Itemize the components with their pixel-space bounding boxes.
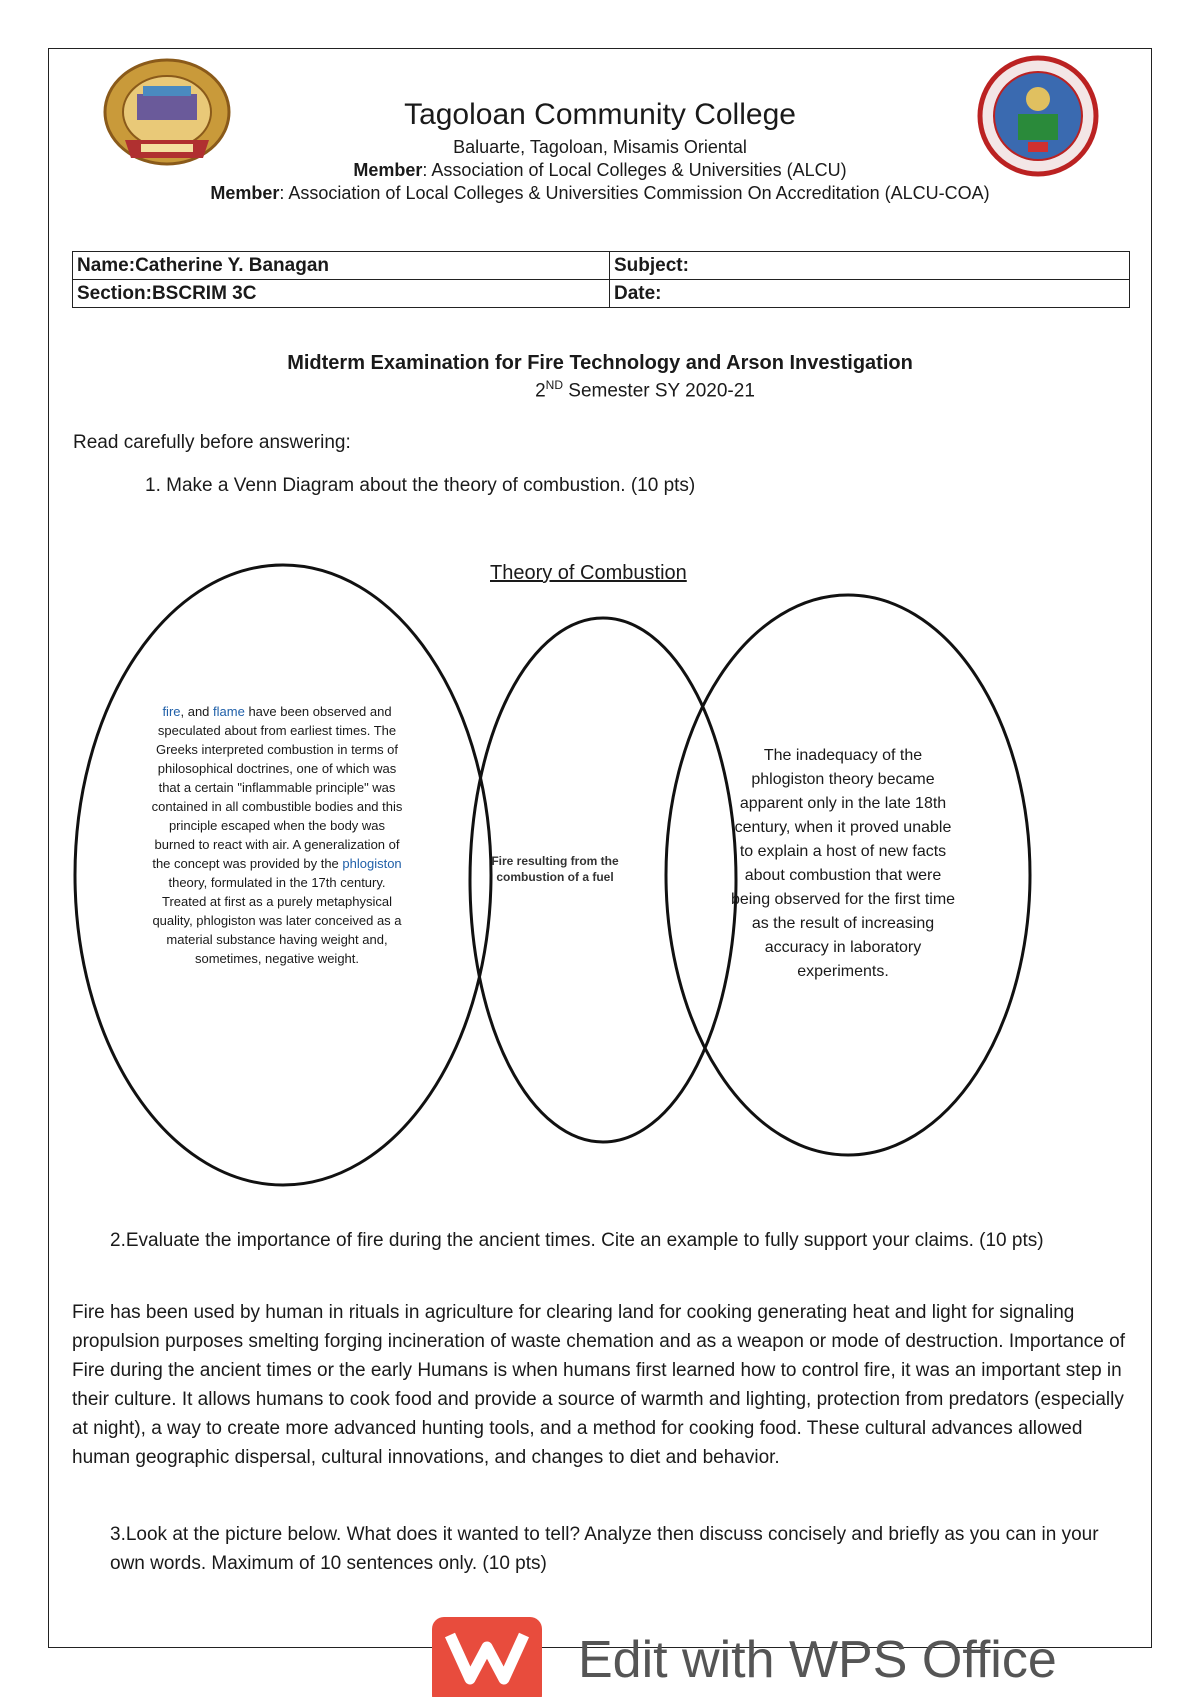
venn-left-segment: have been observed and speculated about from earliest times. The Greeks interpreted combustion in terms of philosophical doctrines, one of which was that a certain "inflammable principle" was contained in all combustible bodies and this principle escaped when the body was burned to react with air. A generalization of the concept was provided by the <box>151 704 403 871</box>
membership-alcu-coa: : Association of Local Colleges & Universities Commission On Accreditation (ALCU-COA) <box>279 183 990 203</box>
question-3: 3.Look at the picture below. What does it wanted to tell? Analyze then discuss concisely and briefly as you can in your own words. Maximum of 10 sentences only. (10 pts) <box>110 1524 1099 1574</box>
exam-title: Midterm Examination for Fire Technology and Arson Investigation <box>287 352 913 374</box>
date-cell: Date: <box>610 280 1130 308</box>
section-cell: Section:BSCRIM 3C <box>73 280 610 308</box>
answer-2: Fire has been used by human in rituals in agriculture for clearing land for cooking generating heat and light for signaling propulsion purposes smelting forging incineration of waste chemation and as a weapon or mode of destruction. Importance of Fire during the ancient times or the early Humans is when humans first learned how to control fire, it was an important step in their culture. It allows humans to cook food and provide a source of warmth and lighting, protection from predators (especially at night), a way to create more advanced hunting tools, and a method for cooking food. These cultural advances allowed human geographic dispersal, cultural innovations, and changes to diet and behavior. <box>72 1302 1125 1468</box>
name-cell: Name:Catherine Y. Banagan <box>73 252 610 280</box>
wps-watermark-text: Edit with WPS Office <box>578 1631 1057 1689</box>
venn-left-segment: , and <box>180 704 214 719</box>
table-row <box>73 280 1130 308</box>
venn-left-text <box>148 702 406 968</box>
instructions: Read carefully before answering: <box>73 432 351 453</box>
venn-left-segment: theory, formulated in the 17th century. Treated at first as a purely metaphysical quality, phlogiston was later conceived as a material substance having weight and, sometimes, negative weight. <box>152 875 402 966</box>
question-2: 2.Evaluate the importance of fire during the ancient times. Cite an example to fully support your claims. (10 pts) <box>110 1230 1044 1251</box>
member-label: Member <box>210 183 280 203</box>
semester-suffix: ND <box>545 378 564 392</box>
semester-line <box>0 378 1200 402</box>
student-info-table <box>72 251 1130 308</box>
college-name: Tagoloan Community College <box>404 98 796 131</box>
venn-right-text: The inadequacy of the phlogiston theory became apparent only in the late 18th century, when it proved unable to explain a host of new facts about combustion that were being observed for the first time as the result of increasing accuracy in laboratory experiments. <box>730 747 956 980</box>
college-address: Baluarte, Tagoloan, Misamis Oriental <box>453 137 747 157</box>
membership-line-2 <box>0 183 1200 204</box>
venn-center-text: Fire resulting from the combustion of a fuel <box>491 854 619 884</box>
phlogiston-link[interactable]: phlogiston <box>342 856 402 871</box>
fire-link[interactable]: fire <box>162 704 181 719</box>
membership-alcu: : Association of Local Colleges & Universities (ALCU) <box>422 160 847 180</box>
subject-cell: Subject: <box>610 252 1130 280</box>
member-label: Member <box>353 160 423 180</box>
membership-line-1 <box>0 160 1200 181</box>
flame-link[interactable]: flame <box>213 704 245 719</box>
table-row <box>73 252 1130 280</box>
question-1: 1. Make a Venn Diagram about the theory of combustion. (10 pts) <box>145 475 696 496</box>
venn-title: Theory of Combustion <box>490 562 687 584</box>
wps-office-logo-icon <box>432 1617 542 1697</box>
semester-text: Semester SY 2020-21 <box>563 380 755 402</box>
semester-number: 2 <box>535 380 546 402</box>
